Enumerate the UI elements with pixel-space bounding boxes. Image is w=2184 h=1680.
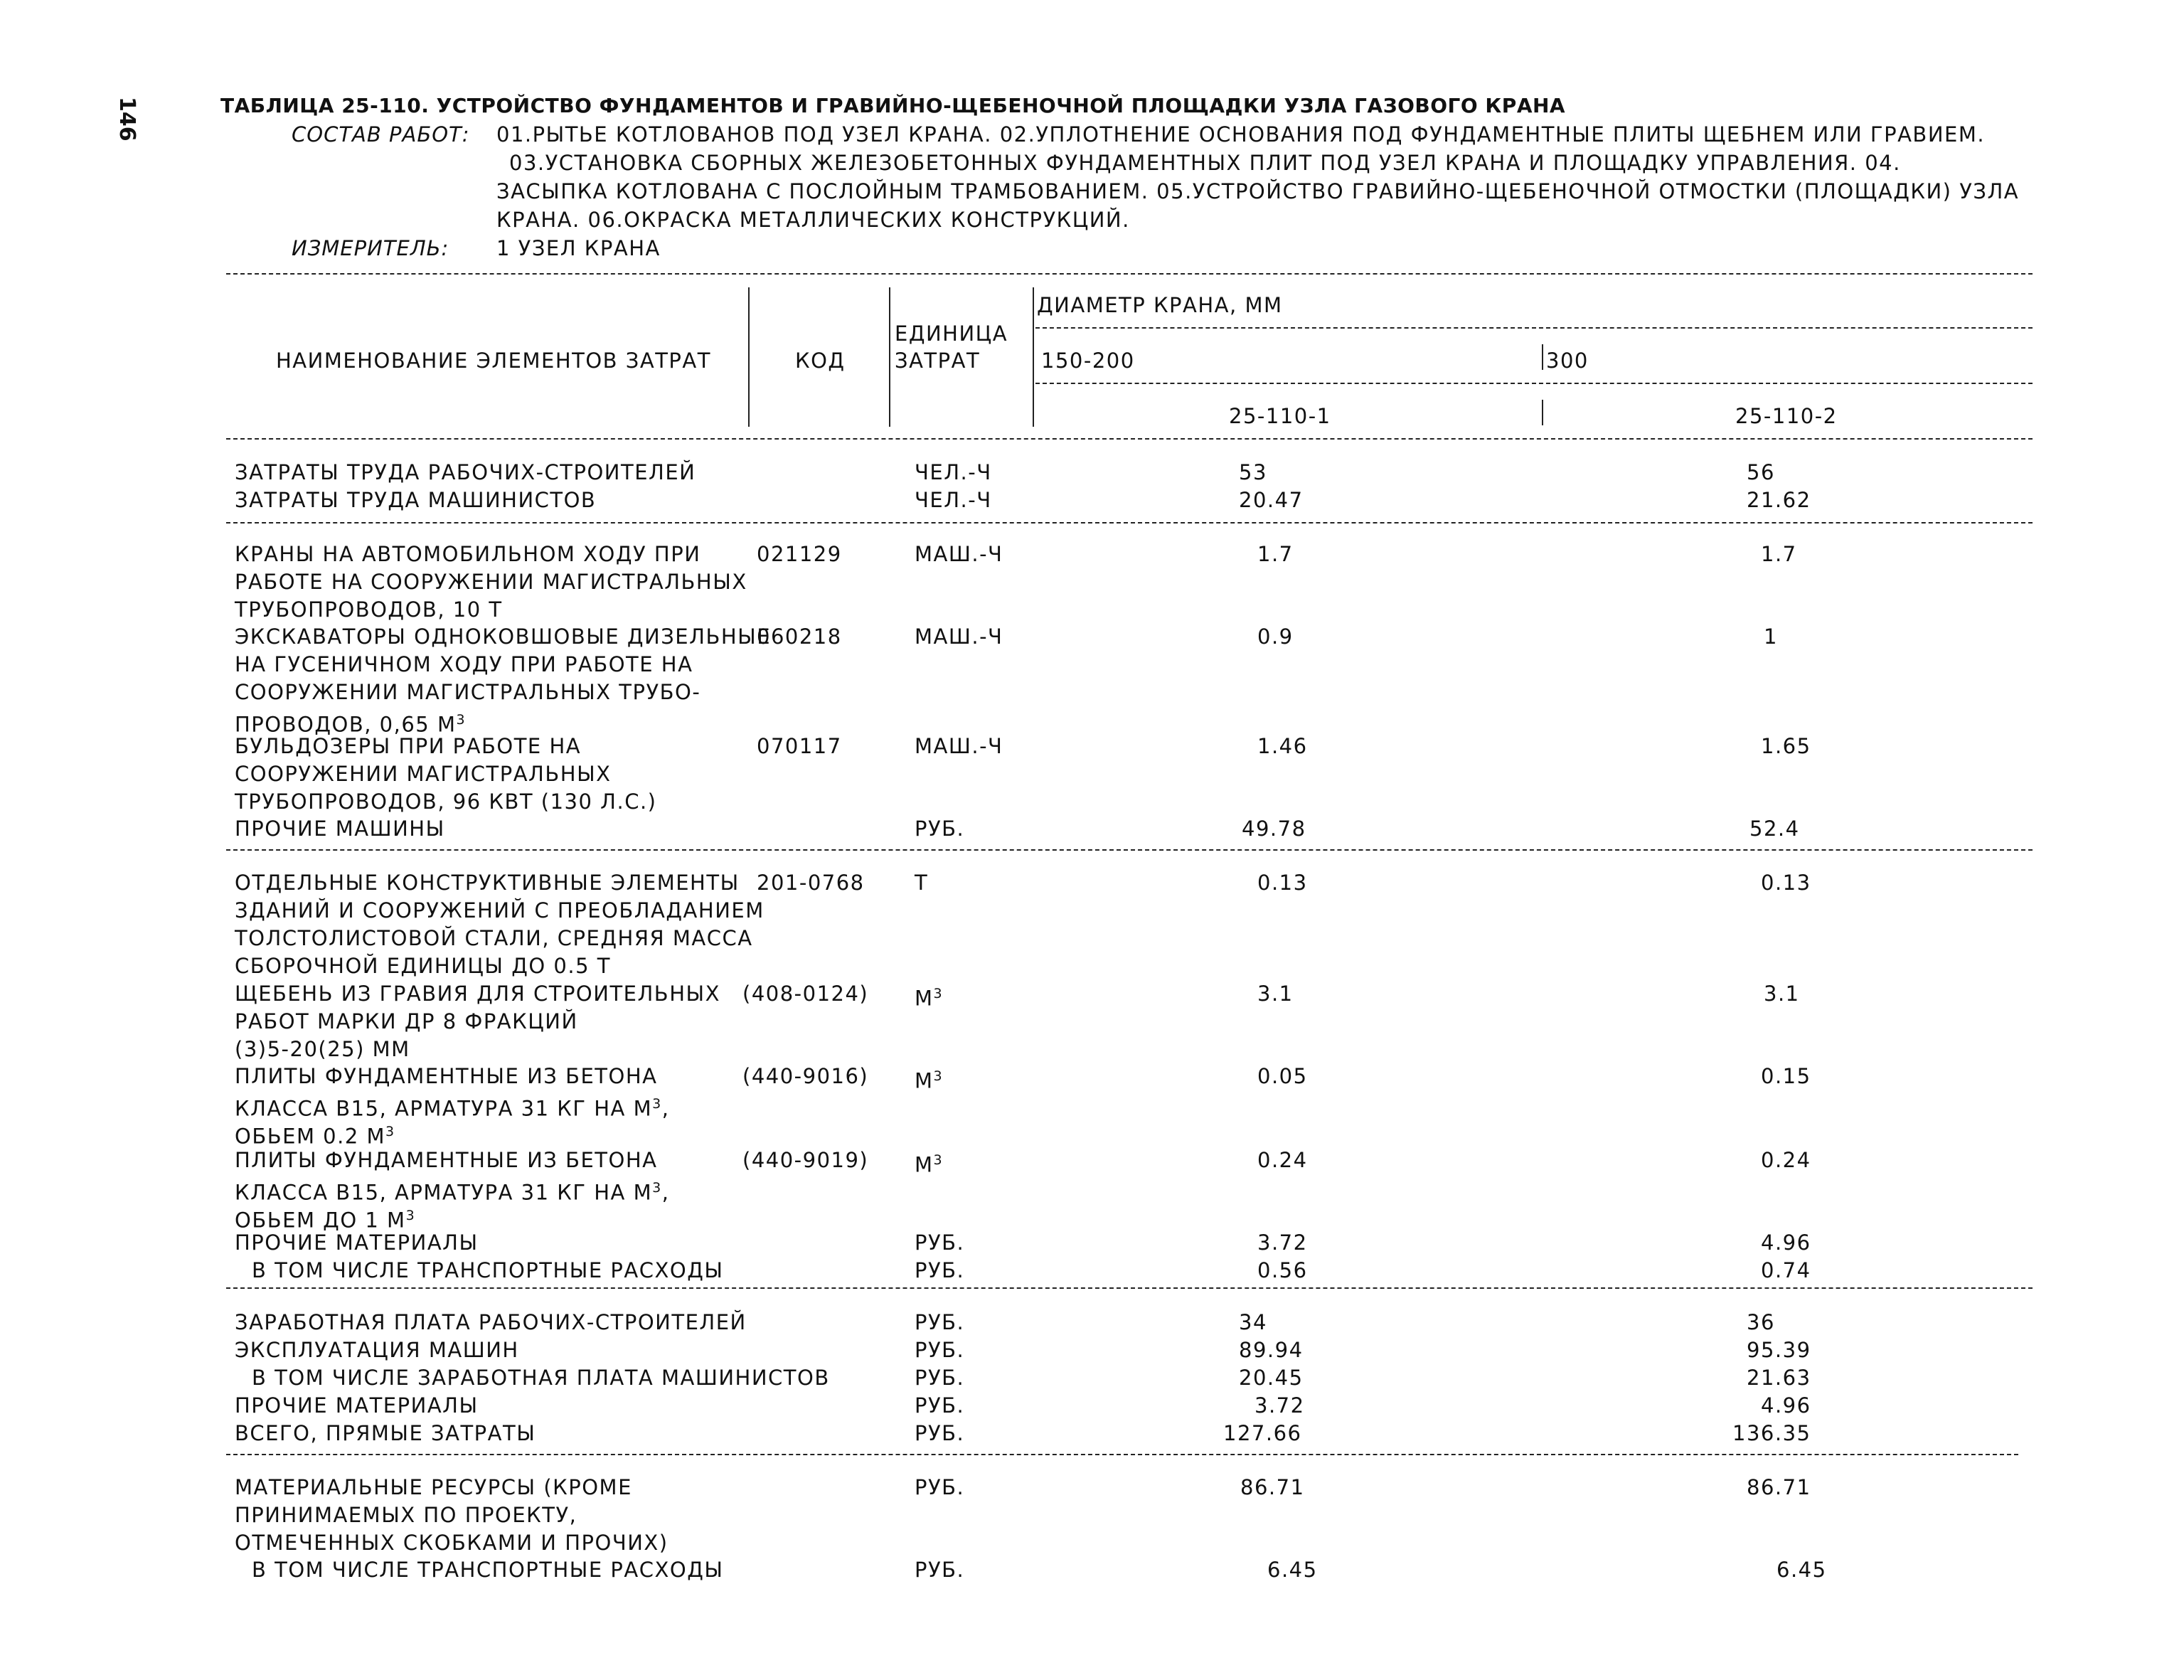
row-gravel-name-2: РАБОТ МАРКИ ДР 8 ФРАКЦИЙ xyxy=(235,1009,578,1033)
rule-top xyxy=(226,273,2033,275)
row-total-v1: 127.66 xyxy=(1223,1421,1302,1445)
row-steel-name-4: СБОРОЧНОЙ ЕДИНИЦЫ ДО 0.5 Т xyxy=(235,954,611,978)
col-divider-1 xyxy=(748,287,750,427)
d2-divider xyxy=(1542,347,1543,368)
row-resources-v1: 86.71 xyxy=(1240,1475,1305,1499)
row-machinist-wage-unit: РУБ. xyxy=(915,1366,965,1390)
row-transport-v1: 0.56 xyxy=(1257,1258,1308,1282)
row-machinist-name: ЗАТРАТЫ ТРУДА МАШИНИСТОВ xyxy=(235,488,597,512)
table-title: ТАБЛИЦА 25-110. УСТРОЙСТВО ФУНДАМЕНТОВ И ГРАВИЙНО-ЩЕБЕНОЧНОЙ ПЛОЩАДКИ УЗЛА ГАЗОВОГО КРАНА xyxy=(220,94,1566,117)
row-gravel-v2: 3.1 xyxy=(1764,982,1800,1006)
sostav-line-4: КРАНА. 06.ОКРАСКА МЕТАЛЛИЧЕСКИХ КОНСТРУКЦИЙ. xyxy=(496,208,1130,232)
row-excavator-v2: 1 xyxy=(1764,624,1778,649)
row-slab1-name-1: ПЛИТЫ ФУНДАМЕНТНЫЕ ИЗ БЕТОНА xyxy=(235,1064,658,1088)
row-steel-v2: 0.13 xyxy=(1761,871,1811,895)
row-crane-v1: 1.7 xyxy=(1257,542,1294,566)
row-bulldozer-code: 070117 xyxy=(757,734,842,758)
rule-section-1 xyxy=(226,522,2033,523)
row-slab2-name-1: ПЛИТЫ ФУНДАМЕНТНЫЕ ИЗ БЕТОНА xyxy=(235,1148,658,1172)
row-gravel-name-3: (3)5-20(25) ММ xyxy=(235,1037,410,1061)
row-excavator-name-3: СООРУЖЕНИИ МАГИСТРАЛЬНЫХ ТРУБО- xyxy=(235,680,701,704)
row-total-v2: 136.35 xyxy=(1732,1421,1811,1445)
row-transport-unit: РУБ. xyxy=(915,1258,965,1282)
row-resources-name-3: ОТМЕЧЕННЫХ СКОБКАМИ И ПРОЧИХ) xyxy=(235,1531,668,1555)
row-crane-v2: 1.7 xyxy=(1761,542,1797,566)
row-resources-v2: 86.71 xyxy=(1747,1475,1811,1499)
row-wage-v2: 36 xyxy=(1747,1310,1775,1334)
row-excavator-v1: 0.9 xyxy=(1257,624,1294,649)
row-total-unit: РУБ. xyxy=(915,1421,965,1445)
row-slab2-name-3: ОБЬЕМ ДО 1 $М^3$ xyxy=(235,1208,416,1233)
row-excavator-name-1: ЭКСКАВАТОРЫ ОДНОКОВШОВЫЕ ДИЗЕЛЬНЫЕ xyxy=(235,624,772,649)
row-bulldozer-name-3: ТРУБОПРОВОДОВ, 96 КВТ (130 Л.С.) xyxy=(235,790,657,814)
row-gravel-v1: 3.1 xyxy=(1257,982,1294,1006)
row-machinist-wage-v2: 21.63 xyxy=(1747,1366,1811,1390)
row-other-materials-v2: 4.96 xyxy=(1761,1230,1811,1255)
sostav-line-1: 01.РЫТЬЕ КОТЛОВАНОВ ПОД УЗЕЛ КРАНА. 02.УПЛОТНЕНИЕ ОСНОВАНИЯ ПОД ФУНДАМЕНТНЫЕ ПЛИТЫ ЩЕБНЕМ ИЛИ ГРАВИЕМ. xyxy=(496,122,1986,147)
col-header-c2: 25-110-2 xyxy=(1735,404,1838,428)
rule-section-3 xyxy=(226,1287,2033,1289)
row-other-materials-name: ПРОЧИЕ МАТЕРИАЛЫ xyxy=(235,1230,479,1255)
col-header-diameter: ДИАМЕТР КРАНА, ММ xyxy=(1037,293,1283,317)
row-resources-name-2: ПРИНИМАЕМЫХ ПО ПРОЕКТУ, xyxy=(235,1503,577,1527)
col-header-unit-1: ЕДИНИЦА xyxy=(895,321,1008,346)
row-labor-v2: 56 xyxy=(1747,460,1775,484)
col-header-unit-2: ЗАТРАТ xyxy=(895,349,981,373)
row-steel-name-3: ТОЛСТОЛИСТОВОЙ СТАЛИ, СРЕДНЯЯ МАССА xyxy=(235,926,753,950)
col-header-d2: 300 xyxy=(1546,349,1589,373)
row-other-materials-2-unit: РУБ. xyxy=(915,1393,965,1418)
col-header-c1: 25-110-1 xyxy=(1229,404,1331,428)
row-other-materials-2-v2: 4.96 xyxy=(1761,1393,1811,1418)
row-other-materials-2-name: ПРОЧИЕ МАТЕРИАЛЫ xyxy=(235,1393,479,1418)
row-crane-unit: МАШ.-Ч xyxy=(915,542,1003,566)
row-machinist-unit: ЧЕЛ.-Ч xyxy=(915,488,992,512)
row-bulldozer-v1: 1.46 xyxy=(1257,734,1308,758)
row-transport-2-v2: 6.45 xyxy=(1777,1558,1827,1582)
row-slab1-v1: 0.05 xyxy=(1257,1064,1308,1088)
row-slab1-unit: $М^3$ xyxy=(915,1068,944,1093)
row-wage-name: ЗАРАБОТНАЯ ПЛАТА РАБОЧИХ-СТРОИТЕЛЕЙ xyxy=(235,1310,747,1334)
row-excavator-unit: МАШ.-Ч xyxy=(915,624,1003,649)
row-crane-code: 021129 xyxy=(757,542,842,566)
row-steel-code: 201-0768 xyxy=(757,871,865,895)
row-operation-unit: РУБ. xyxy=(915,1338,965,1362)
row-transport-2-unit: РУБ. xyxy=(915,1558,965,1582)
row-transport-2-name: В ТОМ ЧИСЛЕ ТРАНСПОРТНЫЕ РАСХОДЫ xyxy=(252,1558,724,1582)
col-divider-3 xyxy=(1033,287,1034,427)
row-transport-name: В ТОМ ЧИСЛЕ ТРАНСПОРТНЫЕ РАСХОДЫ xyxy=(252,1258,724,1282)
row-other-machines-unit: РУБ. xyxy=(915,817,965,841)
row-wage-v1: 34 xyxy=(1239,1310,1267,1334)
row-machinist-wage-name: В ТОМ ЧИСЛЕ ЗАРАБОТНАЯ ПЛАТА МАШИНИСТОВ xyxy=(252,1366,830,1390)
row-steel-unit: Т xyxy=(915,871,929,895)
row-other-machines-name: ПРОЧИЕ МАШИНЫ xyxy=(235,817,445,841)
rule-header-bottom xyxy=(226,438,2033,440)
row-excavator-code: 060218 xyxy=(757,624,842,649)
sostav-line-2: 03.УСТАНОВКА СБОРНЫХ ЖЕЛЕЗОБЕТОННЫХ ФУНДАМЕНТНЫХ ПЛИТ ПОД УЗЕЛ КРАНА И ПЛОЩАДКУ УПРАВЛЕНИЯ. 04. xyxy=(509,151,1901,175)
row-crane-name-1: КРАНЫ НА АВТОМОБИЛЬНОМ ХОДУ ПРИ xyxy=(235,542,701,566)
rule-section-2 xyxy=(226,849,2033,851)
row-gravel-name-1: ЩЕБЕНЬ ИЗ ГРАВИЯ ДЛЯ СТРОИТЕЛЬНЫХ xyxy=(235,982,720,1006)
row-wage-unit: РУБ. xyxy=(915,1310,965,1334)
izmeritel-label: ИЗМЕРИТЕЛЬ: xyxy=(292,236,449,260)
row-excavator-name-4: ПРОВОДОВ, 0,65 $М^3$ xyxy=(235,712,467,737)
sostav-line-3: ЗАСЫПКА КОТЛОВАНА С ПОСЛОЙНЫМ ТРАМБОВАНИЕМ. 05.УСТРОЙСТВО ГРАВИЙНО-ЩЕБЕНОЧНОЙ ОТМОСТКИ (ПЛОЩАДКИ) УЗЛА xyxy=(496,179,2020,203)
row-other-materials-unit: РУБ. xyxy=(915,1230,965,1255)
row-machinist-wage-v1: 20.45 xyxy=(1239,1366,1304,1390)
row-steel-name-1: ОТДЕЛЬНЫЕ КОНСТРУКТИВНЫЕ ЭЛЕМЕНТЫ xyxy=(235,871,740,895)
row-slab2-v2: 0.24 xyxy=(1761,1148,1811,1172)
row-operation-name: ЭКСПЛУАТАЦИЯ МАШИН xyxy=(235,1338,519,1362)
rule-header-1 xyxy=(1035,327,2033,329)
row-other-materials-v1: 3.72 xyxy=(1257,1230,1308,1255)
row-resources-name-1: МАТЕРИАЛЬНЫЕ РЕСУРСЫ (КРОМЕ xyxy=(235,1475,632,1499)
row-transport-v2: 0.74 xyxy=(1761,1258,1811,1282)
row-steel-v1: 0.13 xyxy=(1257,871,1308,895)
row-labor-unit: ЧЕЛ.-Ч xyxy=(915,460,992,484)
row-operation-v1: 89.94 xyxy=(1239,1338,1304,1362)
row-other-machines-v1: 49.78 xyxy=(1242,817,1306,841)
col-divider-2 xyxy=(889,287,890,427)
row-excavator-name-2: НА ГУСЕНИЧНОМ ХОДУ ПРИ РАБОТЕ НА xyxy=(235,652,693,676)
row-slab2-unit: $М^3$ xyxy=(915,1152,944,1177)
col-header-name: НАИМЕНОВАНИЕ ЭЛЕМЕНТОВ ЗАТРАТ xyxy=(276,349,711,373)
row-slab2-v1: 0.24 xyxy=(1257,1148,1308,1172)
row-slab1-v2: 0.15 xyxy=(1761,1064,1811,1088)
row-steel-name-2: ЗДАНИЙ И СООРУЖЕНИЙ С ПРЕОБЛАДАНИЕМ xyxy=(235,898,765,923)
row-gravel-unit: $М^3$ xyxy=(915,986,944,1011)
row-bulldozer-v2: 1.65 xyxy=(1761,734,1811,758)
row-slab1-name-3: ОБЬЕМ 0.2 $М^3$ xyxy=(235,1124,395,1149)
row-labor-v1: 53 xyxy=(1239,460,1267,484)
row-machinist-v1: 20.47 xyxy=(1239,488,1304,512)
row-bulldozer-unit: МАШ.-Ч xyxy=(915,734,1003,758)
rule-header-2 xyxy=(1035,383,2033,384)
col-divider-5 xyxy=(1542,400,1543,425)
page-number: 146 xyxy=(114,97,139,142)
row-crane-name-2: РАБОТЕ НА СООРУЖЕНИИ МАГИСТРАЛЬНЫХ xyxy=(235,570,747,594)
sostav-label: СОСТАВ РАБОТ: xyxy=(292,122,470,147)
row-slab1-name-2: КЛАССА В15, АРМАТУРА 31 КГ НА $М^3$, xyxy=(235,1096,670,1121)
row-operation-v2: 95.39 xyxy=(1747,1338,1811,1362)
row-total-name: ВСЕГО, ПРЯМЫЕ ЗАТРАТЫ xyxy=(235,1421,536,1445)
row-machinist-v2: 21.62 xyxy=(1747,488,1811,512)
col-header-d1: 150-200 xyxy=(1041,349,1135,373)
rule-section-4 xyxy=(226,1454,2018,1455)
row-gravel-code: (408-0124) xyxy=(742,982,869,1006)
row-other-machines-v2: 52.4 xyxy=(1749,817,1800,841)
row-bulldozer-name-2: СООРУЖЕНИИ МАГИСТРАЛЬНЫХ xyxy=(235,762,612,786)
row-slab2-name-2: КЛАССА В15, АРМАТУРА 31 КГ НА $М^3$, xyxy=(235,1180,670,1205)
row-transport-2-v1: 6.45 xyxy=(1267,1558,1318,1582)
row-labor-name: ЗАТРАТЫ ТРУДА РАБОЧИХ-СТРОИТЕЛЕЙ xyxy=(235,460,696,484)
row-resources-unit: РУБ. xyxy=(915,1475,965,1499)
row-crane-name-3: ТРУБОПРОВОДОВ, 10 Т xyxy=(235,597,503,622)
row-slab2-code: (440-9019) xyxy=(742,1148,869,1172)
row-slab1-code: (440-9016) xyxy=(742,1064,869,1088)
col-header-code: КОД xyxy=(795,349,846,373)
row-other-materials-2-v1: 3.72 xyxy=(1255,1393,1305,1418)
row-bulldozer-name-1: БУЛЬДОЗЕРЫ ПРИ РАБОТЕ НА xyxy=(235,734,582,758)
izmeritel-value: 1 УЗЕЛ КРАНА xyxy=(496,236,661,260)
